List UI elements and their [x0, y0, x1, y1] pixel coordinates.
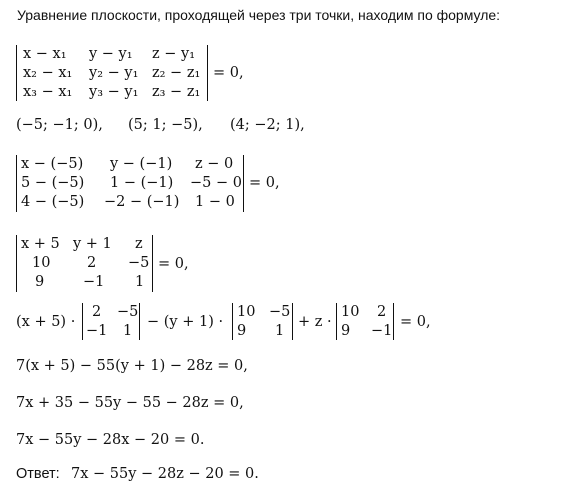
det3-cell: −1 — [83, 274, 105, 290]
expansion-term1: (x + 5) · — [16, 314, 76, 330]
det2-cell: −5 − 0 — [190, 175, 242, 191]
determinant-simplified — [16, 235, 153, 292]
minor2-cell: 9 — [237, 323, 247, 339]
minor3-cell: 9 — [341, 323, 351, 339]
minor1-cell: 2 — [92, 304, 102, 320]
det1-cell: x − x₁ — [23, 46, 67, 62]
det1-cell: y − y₁ — [89, 46, 133, 62]
det3-cell: y + 1 — [73, 236, 112, 252]
minor1-cell: −5 — [117, 304, 139, 320]
det3-cell: 10 — [32, 255, 51, 271]
det3-cell: 1 — [135, 274, 145, 290]
det2-cell: y − (−1) — [110, 156, 173, 172]
det2-cell: 5 − (−5) — [21, 175, 85, 191]
det3-equals: = 0, — [158, 256, 189, 272]
minor1-cell: 1 — [123, 323, 133, 339]
point-3: (4; −2; 1), — [230, 117, 305, 133]
det2-cell: x − (−5) — [21, 156, 84, 172]
det1-cell: z − y₁ — [152, 46, 196, 62]
det1-equals: = 0, — [213, 65, 244, 81]
minor-2 — [232, 303, 293, 340]
point-1: (−5; −1; 0), — [16, 117, 103, 133]
minor-1 — [82, 303, 140, 340]
det3-cell: x + 5 — [21, 236, 60, 252]
det1-cell: y₂ − y₁ — [89, 65, 139, 81]
step-3: 7x − 55y − 28x − 20 = 0. — [16, 432, 205, 448]
determinant-general-formula — [16, 45, 208, 101]
det2-cell: −2 − (−1) — [104, 194, 180, 210]
answer-label: Ответ: — [16, 466, 60, 482]
problem-title: Уравнение плоскости, проходящей через три точки, находим по формуле: — [17, 7, 501, 23]
det1-cell: x₂ − x₁ — [23, 65, 73, 81]
determinant-substituted — [16, 155, 244, 212]
det2-cell: 1 − 0 — [195, 194, 235, 210]
det2-equals: = 0, — [249, 175, 280, 191]
minor2-cell: 1 — [275, 323, 285, 339]
det3-cell: z — [135, 236, 143, 252]
det1-cell: y₃ − y₁ — [89, 84, 139, 100]
det2-cell: 1 − (−1) — [110, 175, 174, 191]
minor1-cell: −1 — [86, 323, 108, 339]
answer-value: 7x − 55y − 28z − 20 = 0. — [71, 466, 259, 482]
step-1: 7(x + 5) − 55(y + 1) − 28z = 0, — [16, 358, 248, 374]
point-2: (5; 1; −5), — [128, 117, 203, 133]
minor3-cell: −1 — [371, 323, 393, 339]
det2-cell: z − 0 — [195, 156, 234, 172]
expansion-equals: = 0, — [400, 314, 431, 330]
step-2: 7x + 35 − 55y − 55 − 28z = 0, — [16, 395, 244, 411]
det1-cell: z₂ − z₁ — [152, 65, 201, 81]
det2-cell: 4 − (−5) — [21, 194, 85, 210]
det1-cell: z₃ − z₁ — [152, 84, 201, 100]
expansion-term3: + z · — [298, 314, 332, 330]
expansion-term2: − (y + 1) · — [147, 314, 224, 330]
minor-3 — [336, 303, 394, 340]
det3-cell: 2 — [87, 255, 97, 271]
det1-cell: x₃ − x₁ — [23, 84, 73, 100]
det3-cell: 9 — [35, 274, 45, 290]
minor3-cell: 10 — [341, 304, 360, 320]
det3-cell: −5 — [128, 255, 150, 271]
minor3-cell: 2 — [377, 304, 387, 320]
minor2-cell: 10 — [237, 304, 256, 320]
minor2-cell: −5 — [269, 304, 291, 320]
